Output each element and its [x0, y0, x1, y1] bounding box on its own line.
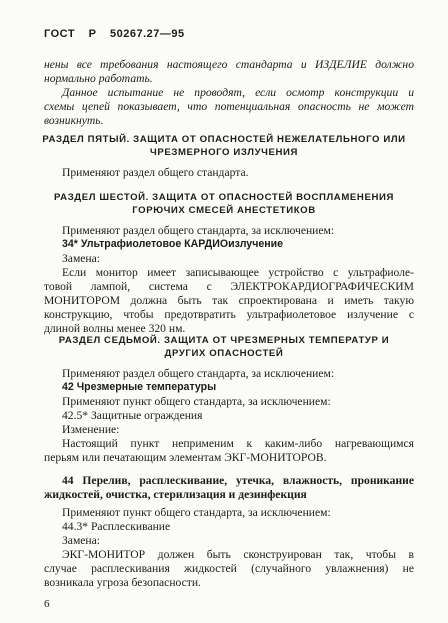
text-line: МОНИТОРОМ должна быть так спроектирована и иметь такую [44, 294, 414, 307]
text-line: перьям или печатающим элементам ЭКГ-МОНИТОРОВ. [44, 451, 327, 464]
text-line: Применяют пункт общего стандарта, за исключением: [62, 395, 331, 408]
text-line: товой лампой, система с ЭЛЕКТРОКАРДИОГРАФИЧЕСКИМ [44, 280, 414, 293]
section-seven-heading: РАЗДЕЛ СЕДЬМОЙ. ЗАЩИТА ОТ ЧРЕЗМЕРНЫХ ТЕМПЕРАТУР И [58, 335, 390, 346]
section-six-heading: РАЗДЕЛ ШЕСТОЙ. ЗАЩИТА ОТ ОПАСНОСТЕЙ ВОСПЛАМЕНЕНИЯ [54, 192, 394, 203]
text-line: Применяют раздел общего стандарта. [62, 166, 249, 179]
page-header [44, 28, 195, 40]
text-line: Замена: [62, 534, 101, 547]
text-line: конструкцию, чтобы предотвратить ультрафиолетовое излучение с [44, 308, 414, 321]
text-line: Применяют раздел общего стандарта, за исключением: [62, 367, 335, 380]
text-line: ЭКГ-МОНИТОР должен быть сконструирован так, чтобы в [62, 548, 414, 561]
text-line: Данное испытание не проводят, если осмотр конструкции и [62, 86, 414, 99]
section-five-heading: ЧРЕЗМЕРНОГО ИЗЛУЧЕНИЯ [150, 147, 298, 158]
text-line: случае расплескивания жидкостей (случайного увлажнения) не [44, 562, 414, 575]
clause-heading: 44.3* Расплескивание [62, 520, 171, 533]
header-gost: ГОСТ [44, 28, 76, 40]
text-line: схемы цепей показывает, что потенциальная опасность не может [44, 100, 414, 113]
text-line: Изменение: [62, 423, 120, 436]
text-line: длиной волны менее 320 нм. [44, 322, 186, 335]
clause-heading: 34* Ультрафиолетовое КАРДИОизлучение [62, 238, 284, 250]
clause-heading: 42.5* Защитные ограждения [62, 409, 203, 422]
text-line: Применяют пункт общего стандарта, за исключением: [62, 506, 331, 519]
text-line: нормально работать. [44, 72, 153, 85]
text-line: нены все требования настоящего стандарта и ИЗДЕЛИЕ должно [44, 58, 414, 71]
clause-heading: 42 Чрезмерные температуры [62, 381, 217, 393]
section-five-heading: РАЗДЕЛ ПЯТЫЙ. ЗАЩИТА ОТ ОПАСНОСТЕЙ НЕЖЕЛАТЕЛЬНОГО ИЛИ [42, 134, 406, 145]
section-six-heading: ГОРЮЧИХ СМЕСЕЙ АНЕСТЕТИКОВ [132, 205, 316, 216]
text-line: Применяют раздел общего стандарта, за исключением: [62, 224, 335, 237]
clause-heading: 44 Перелив, расплескивание, утечка, влажность, проникание [62, 474, 414, 487]
text-line: Если монитор имеет записывающее устройство с ультрафиоле- [62, 266, 414, 279]
text-line: Настоящий пункт неприменим к каким-либо нагревающимся [62, 437, 414, 450]
clause-heading: жидкостей, очистка, стерилизация и дезинфекция [44, 488, 307, 501]
section-seven-heading: ДРУГИХ ОПАСНОСТЕЙ [164, 348, 284, 359]
page-number: 6 [44, 598, 50, 610]
text-line: возникала угроза безопасности. [44, 576, 201, 589]
text-line: Замена: [62, 252, 101, 265]
text-line: возникнуть. [44, 114, 104, 127]
header-number: 50267.27—95 [110, 28, 185, 40]
header-r: Р [88, 28, 97, 40]
